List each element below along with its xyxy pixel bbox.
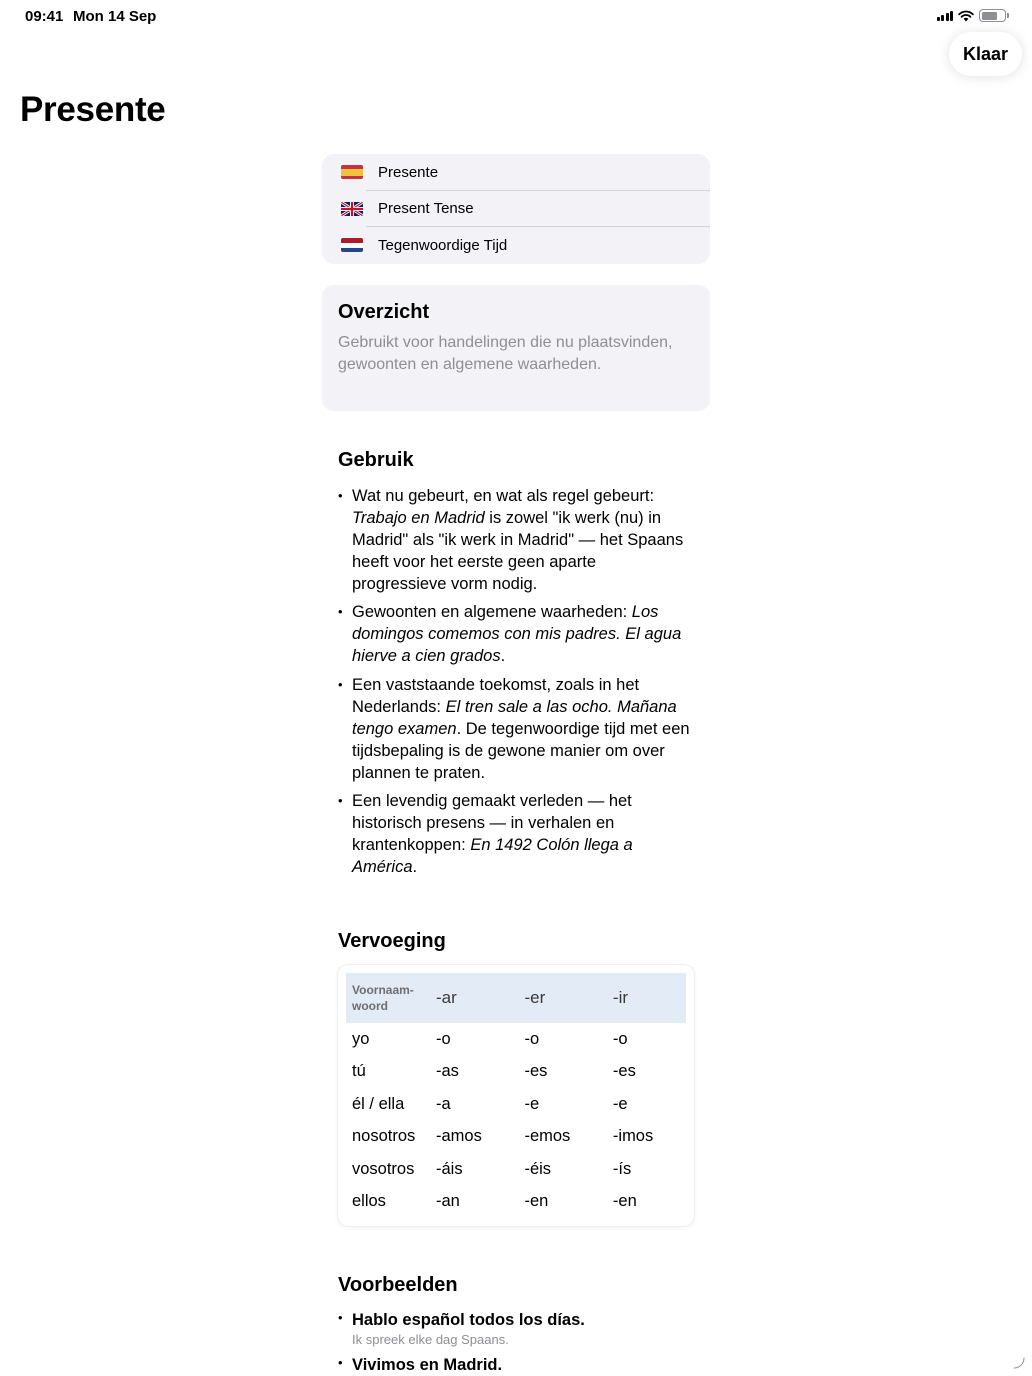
usage-text: . De tegenwoordige tijd met een tijdsbepaling is de gewone manier om over plannen te praten. <box>352 719 690 782</box>
table-row <box>346 1056 686 1089</box>
flag-spain-icon <box>341 165 363 179</box>
ending-cell: -en <box>524 1192 549 1211</box>
examples-list <box>322 1309 710 1376</box>
usage-text: . <box>500 647 506 665</box>
usage-text: . <box>412 858 418 876</box>
conjugation-card <box>338 965 694 1226</box>
ending-cell: -emos <box>524 1127 571 1146</box>
usage-text: Gewoonten en algemene waarheden: <box>352 603 632 621</box>
content-column <box>322 154 710 1376</box>
list-item <box>338 1354 710 1376</box>
flag-netherlands-icon <box>341 238 363 252</box>
loading-spinner-icon <box>1002 1346 1026 1370</box>
usage-list <box>322 485 694 879</box>
example-spanish: • Vivimos en Madrid. <box>352 1356 503 1374</box>
page-title: Presente <box>20 90 166 129</box>
usage-title: Gebruik <box>338 448 414 471</box>
ending-cell: -as <box>436 1062 459 1081</box>
usage-item <box>338 790 694 878</box>
usage-text: Wat nu gebeurt, en wat als regel gebeurt: <box>352 486 655 505</box>
ending-cell: -e <box>612 1094 628 1113</box>
done-button[interactable]: Klaar <box>949 32 1022 76</box>
tense-name-row-english <box>322 191 710 228</box>
conjugation-section <box>322 930 710 1226</box>
ending-cell: -éis <box>524 1159 552 1178</box>
usage-example-text: El tren sale a las ocho. Mañana tengo examen <box>352 697 677 738</box>
usage-item <box>338 485 694 595</box>
pronoun-cell: ellos <box>352 1192 386 1211</box>
wifi-icon <box>958 10 974 22</box>
column-header-ar: -ar <box>430 973 518 1023</box>
usage-text: is zowel "ik werk (nu) in Madrid" als "ik werk in Madrid" — het Spaans heeft voor het eerste geen aparte progressieve vorm nodig. <box>352 508 684 593</box>
table-row <box>346 1121 686 1154</box>
overview-title: Overzicht <box>338 300 430 323</box>
ending-cell: -áis <box>436 1159 463 1178</box>
column-header-ir: -ir <box>607 973 686 1023</box>
usage-item <box>338 601 694 667</box>
ending-cell: -o <box>612 1029 628 1048</box>
tense-name-label: Present Tense <box>378 200 474 218</box>
status-icons <box>937 9 1007 22</box>
tense-name-row-dutch <box>322 227 710 264</box>
usage-example-text: Trabajo en Madrid <box>352 508 485 527</box>
table-row <box>346 1088 686 1121</box>
column-header-er: -er <box>518 973 606 1023</box>
usage-example-text: Los domingos comemos con mis padres. El agua hierve a cien grados <box>352 603 682 665</box>
tense-name-row-spanish <box>322 154 710 191</box>
ending-cell: -o <box>436 1029 451 1048</box>
ending-cell: -o <box>524 1029 540 1048</box>
conjugation-table <box>346 973 686 1218</box>
status-date: Mon 14 Sep <box>73 8 157 25</box>
tense-name-label: Tegenwoordige Tijd <box>378 236 508 254</box>
examples-section <box>322 1274 710 1376</box>
cellular-signal-icon <box>937 10 954 21</box>
ending-cell: -e <box>524 1094 540 1113</box>
usage-text: Een vaststaande toekomst, zoals in het Nederlands: <box>352 675 640 716</box>
status-time: 09:41 <box>25 8 64 25</box>
ending-cell: -amos <box>436 1127 482 1146</box>
ending-cell: -en <box>612 1192 637 1211</box>
ending-cell: -es <box>612 1062 636 1081</box>
ending-cell: -an <box>436 1192 460 1211</box>
examples-title: Voorbeelden <box>338 1274 458 1296</box>
overview-card <box>322 285 710 411</box>
pronoun-cell: tú <box>352 1062 366 1081</box>
pronoun-cell: nosotros <box>352 1127 416 1146</box>
conjugation-title: Vervoeging <box>338 930 446 952</box>
ending-cell: -es <box>524 1062 548 1081</box>
table-header-row <box>346 973 686 1023</box>
table-row <box>346 1186 686 1219</box>
example-translation: Ik spreek elke dag Spaans. <box>352 1332 509 1347</box>
ending-cell: -imos <box>612 1127 654 1146</box>
ending-cell: -ís <box>612 1159 632 1178</box>
ending-cell: -a <box>436 1094 451 1113</box>
table-row <box>346 1023 686 1056</box>
pronoun-cell: yo <box>352 1029 370 1048</box>
usage-section <box>322 449 710 879</box>
table-row <box>346 1153 686 1186</box>
battery-icon <box>979 9 1006 22</box>
usage-text: Een levendig gemaakt verleden — het historisch presens — in verhalen en krantenkoppen: <box>352 792 632 854</box>
flag-uk-icon <box>341 202 363 216</box>
pronoun-cell: vosotros <box>352 1159 415 1178</box>
tense-name-label: Presente <box>378 163 439 181</box>
usage-item <box>338 674 694 784</box>
tense-names-card <box>322 154 710 264</box>
status-bar <box>0 0 1032 32</box>
overview-text: Gebruikt voor handelingen die nu plaatsvinden, gewoonten en algemene waarheden. <box>338 333 673 373</box>
list-item <box>338 1309 710 1348</box>
pronoun-cell: él / ella <box>352 1094 405 1113</box>
example-spanish: • Hablo español todos los días. <box>352 1311 585 1329</box>
column-header-pronoun: Voornaamwoord <box>346 973 430 1023</box>
usage-example-text: En 1492 Colón llega a América <box>352 836 633 876</box>
